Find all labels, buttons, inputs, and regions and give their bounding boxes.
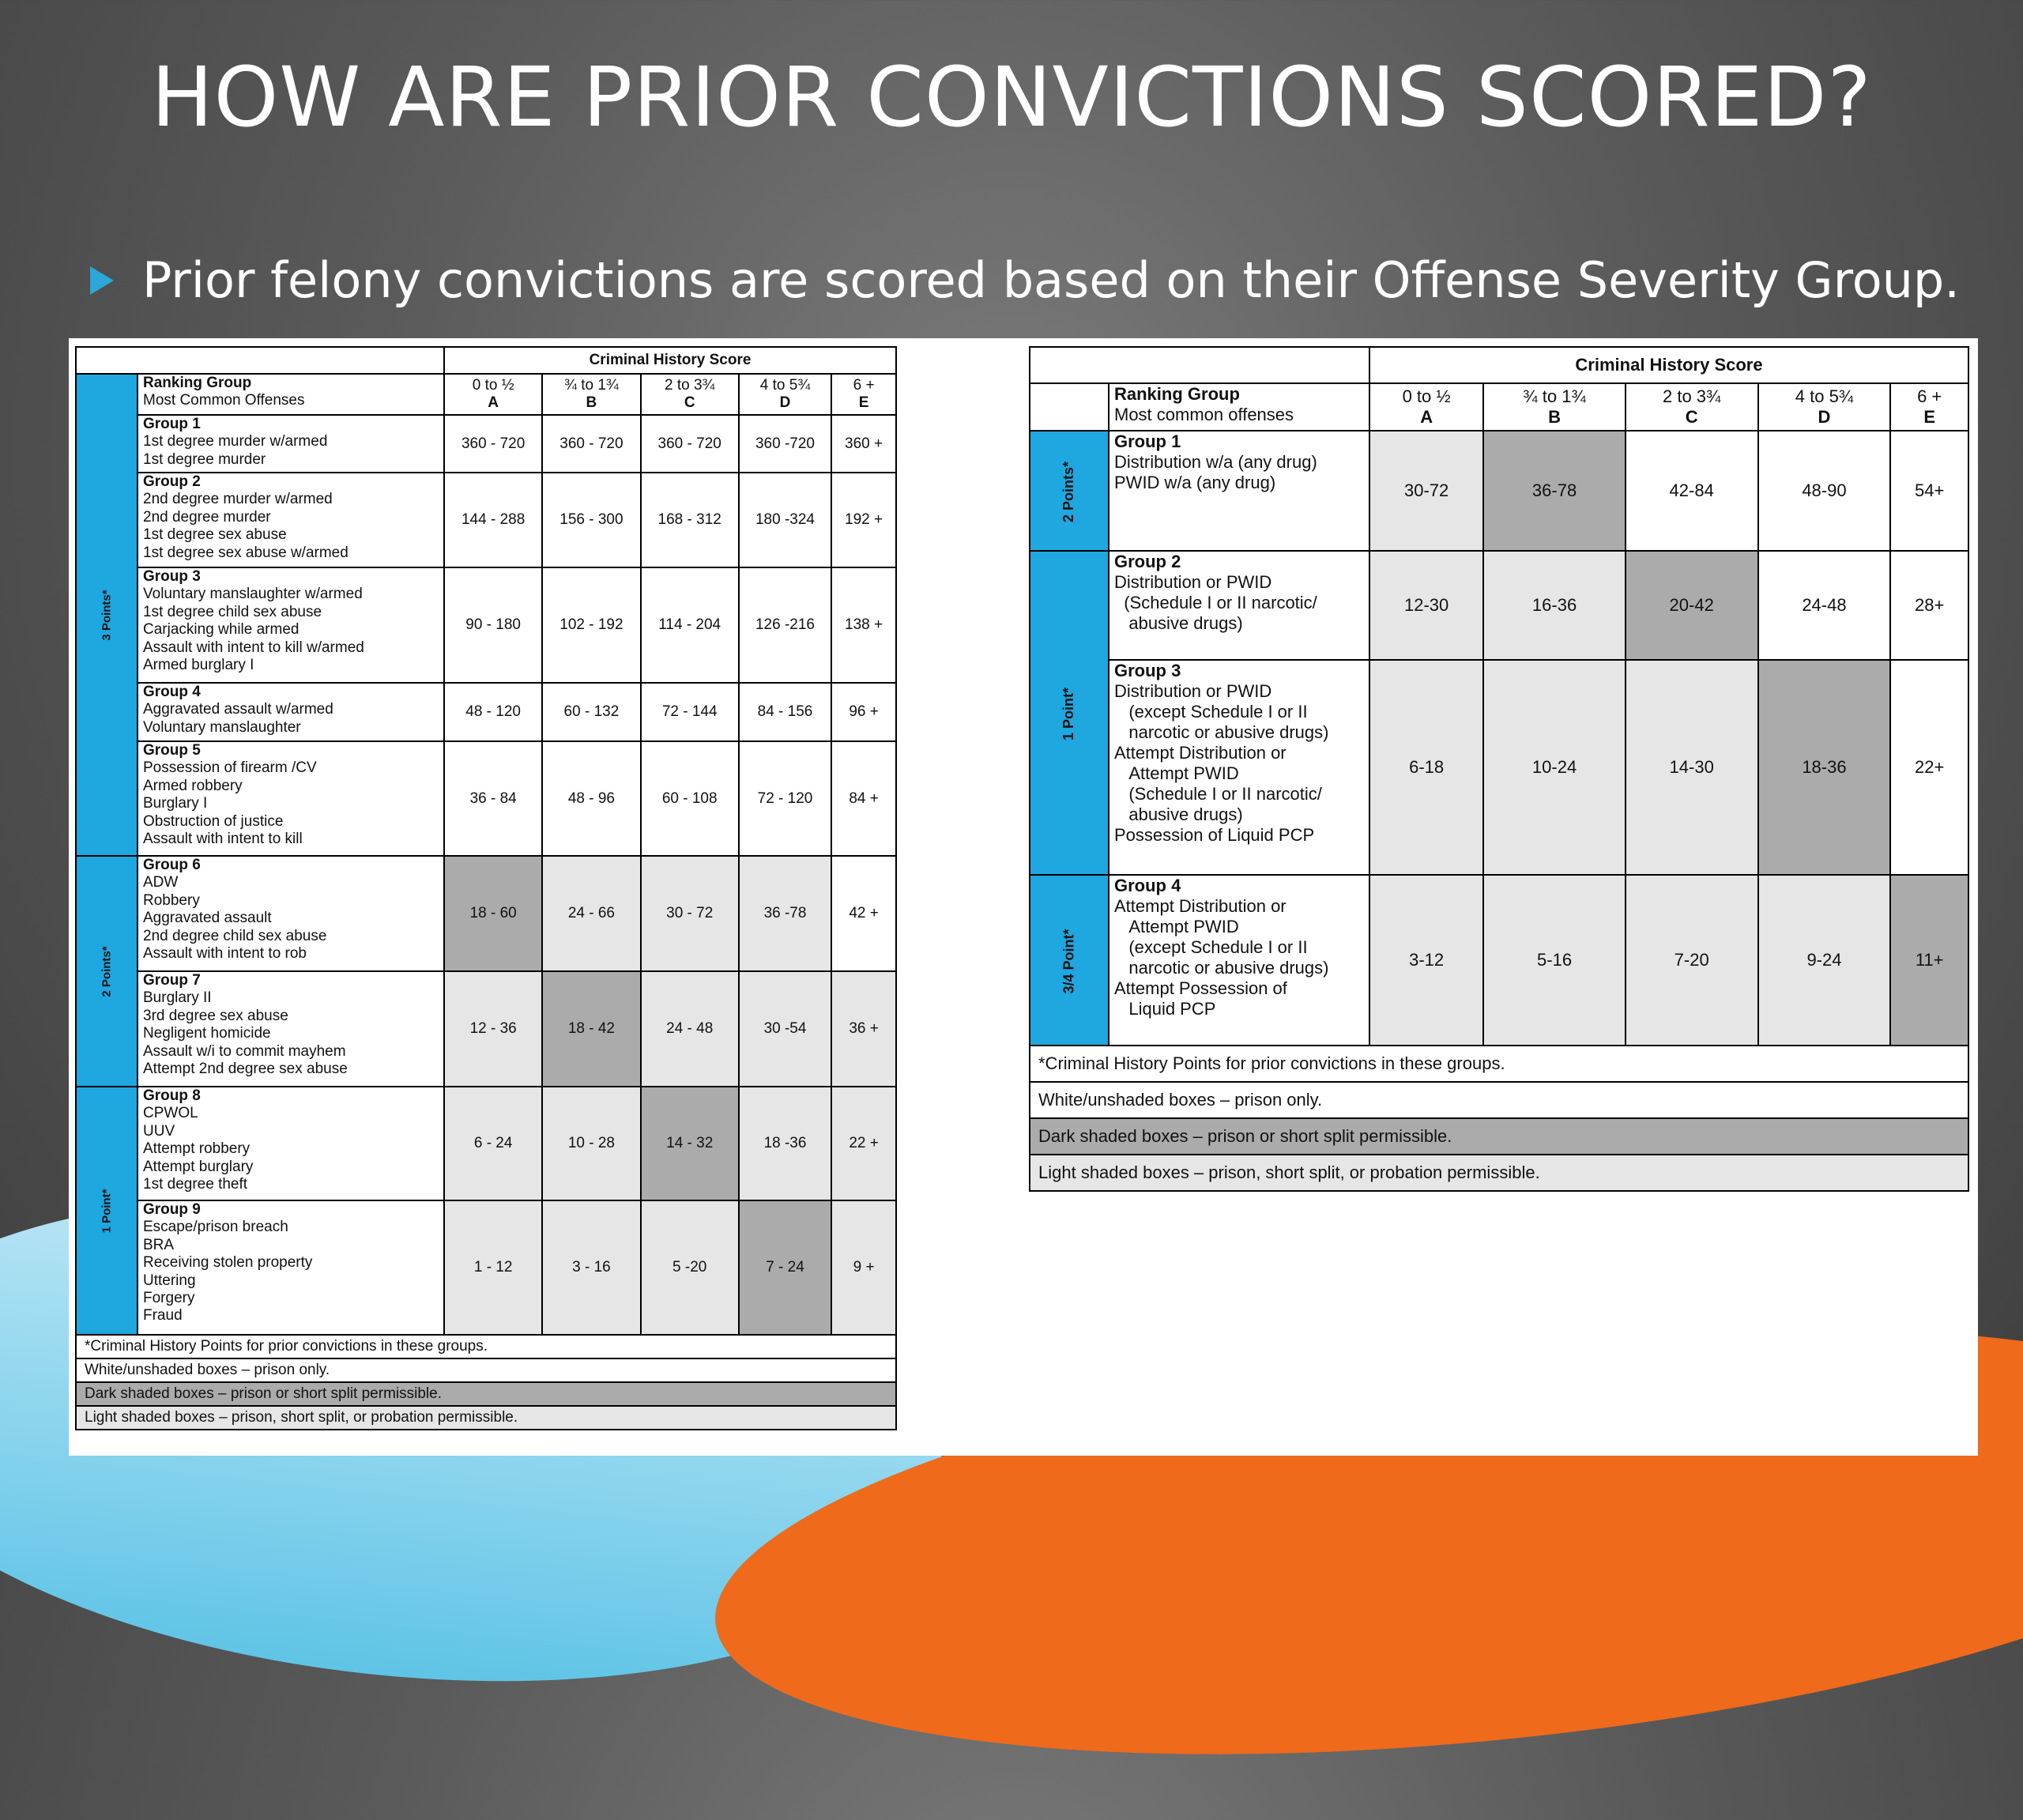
score-cell: 36 + xyxy=(831,971,896,1087)
score-cell: 14 - 32 xyxy=(641,1087,739,1200)
group-offenses: Group 3 Distribution or PWID (except Schedule I or II narcotic or abusive drugs) Attempt Distribution or Attempt PWID (Schedule I or II narcotic/ abusive drugs) Possession of Liquid PCP xyxy=(1109,660,1369,875)
score-cell: 24 - 48 xyxy=(641,971,739,1087)
score-cell: 22+ xyxy=(1890,660,1968,875)
footnote-points: *Criminal History Points for prior convictions in these groups. xyxy=(1030,1046,1968,1082)
score-cell: 360 - 720 xyxy=(641,415,739,473)
score-cell: 360 - 720 xyxy=(542,415,640,473)
column-header-c: 2 to 3¾ C xyxy=(1626,383,1758,431)
score-cell: 36-78 xyxy=(1483,431,1626,551)
score-cell: 42 + xyxy=(831,856,896,971)
score-cell: 12 - 36 xyxy=(444,971,542,1087)
criminal-history-header: Criminal History Score xyxy=(1369,347,1968,383)
score-cell: 18-36 xyxy=(1758,660,1891,875)
table-row xyxy=(76,1087,896,1200)
score-cell: 42-84 xyxy=(1626,431,1758,551)
score-cell: 36 -78 xyxy=(739,856,831,971)
score-cell: 18 -36 xyxy=(739,1087,831,1200)
score-cell: 138 + xyxy=(831,567,896,683)
group-offenses: Group 1 1st degree murder w/armed 1st degree murder xyxy=(138,415,444,473)
legend-dark: Dark shaded boxes – prison or short split permissible. xyxy=(76,1382,896,1406)
footnote-points: *Criminal History Points for prior convictions in these groups. xyxy=(76,1335,896,1358)
score-cell: 24 - 66 xyxy=(542,856,640,971)
group-offenses: Group 8 CPWOL UUV Attempt robbery Attempt burglary 1st degree theft xyxy=(138,1087,444,1200)
legend-white: White/unshaded boxes – prison only. xyxy=(76,1358,896,1382)
legend-light: Light shaded boxes – prison, short split, or probation permissible. xyxy=(76,1406,896,1430)
score-cell: 60 - 108 xyxy=(641,741,739,856)
score-cell: 6-18 xyxy=(1369,660,1483,875)
points-band-1: 1 Point* xyxy=(1030,551,1109,875)
points-band-2: 2 Points* xyxy=(76,856,138,1087)
score-cell: 10-24 xyxy=(1483,660,1626,875)
score-cell: 22 + xyxy=(831,1087,896,1200)
table-row xyxy=(1030,875,1968,1046)
group-offenses: Group 5 Possession of firearm /CV Armed robbery Burglary I Obstruction of justice Assault with intent to kill xyxy=(138,741,444,856)
score-cell: 9 + xyxy=(831,1200,896,1335)
legend-white: White/unshaded boxes – prison only. xyxy=(1030,1082,1968,1118)
column-header-a: 0 to ½ A xyxy=(1369,383,1483,431)
score-cell: 156 - 300 xyxy=(542,473,640,567)
score-cell: 168 - 312 xyxy=(641,473,739,567)
column-header-a: 0 to ½ A xyxy=(444,374,542,415)
table-row xyxy=(76,473,896,567)
slide-title: HOW ARE PRIOR CONVICTIONS SCORED? xyxy=(151,49,1872,145)
table-row xyxy=(1030,431,1968,551)
score-cell: 3 - 16 xyxy=(542,1200,640,1335)
bullet-text: Prior felony convictions are scored based on their Offense Severity Group. xyxy=(142,251,1960,309)
criminal-history-header: Criminal History Score xyxy=(444,347,896,374)
column-header-e: 6 + E xyxy=(831,374,896,415)
score-cell: 5-16 xyxy=(1483,875,1626,1046)
column-header-b: ¾ to 1¾ B xyxy=(542,374,640,415)
table-row xyxy=(76,415,896,473)
bullet-point xyxy=(90,251,1960,309)
ranking-group-header: Ranking Group Most common offenses xyxy=(1109,383,1369,431)
table-row xyxy=(76,1200,896,1335)
group-offenses: Group 7 Burglary II 3rd degree sex abuse Negligent homicide Assault w/i to commit mayhem Attempt 2nd degree sex abuse xyxy=(138,971,444,1087)
column-header-b: ¾ to 1¾ B xyxy=(1483,383,1626,431)
score-cell: 60 - 132 xyxy=(542,683,640,741)
score-cell: 3-12 xyxy=(1369,875,1483,1046)
sentencing-grid-panel xyxy=(69,338,1978,1456)
score-cell: 5 -20 xyxy=(641,1200,739,1335)
points-band-2: 2 Points* xyxy=(1030,431,1109,551)
ranking-group-header: Ranking Group Most Common Offenses xyxy=(138,374,444,415)
legend-dark: Dark shaded boxes – prison or short split permissible. xyxy=(1030,1118,1968,1155)
table-row xyxy=(76,971,896,1087)
table-row xyxy=(76,741,896,856)
score-cell: 114 - 204 xyxy=(641,567,739,683)
score-cell: 360 + xyxy=(831,415,896,473)
score-cell: 7-20 xyxy=(1626,875,1758,1046)
score-cell: 144 - 288 xyxy=(444,473,542,567)
score-cell: 9-24 xyxy=(1758,875,1891,1046)
score-cell: 18 - 42 xyxy=(542,971,640,1087)
group-offenses: Group 2 2nd degree murder w/armed 2nd degree murder 1st degree sex abuse 1st degree sex abuse w/armed xyxy=(138,473,444,567)
score-cell: 54+ xyxy=(1890,431,1968,551)
points-band-3-4: 3/4 Point* xyxy=(1030,875,1109,1046)
column-header-d: 4 to 5¾ D xyxy=(739,374,831,415)
score-cell: 18 - 60 xyxy=(444,856,542,971)
table-row xyxy=(1030,660,1968,875)
score-cell: 6 - 24 xyxy=(444,1087,542,1200)
score-cell: 360 -720 xyxy=(739,415,831,473)
table-row xyxy=(76,683,896,741)
points-band-1: 1 Point* xyxy=(76,1087,138,1335)
score-cell: 90 - 180 xyxy=(444,567,542,683)
group-offenses: Group 4 Aggravated assault w/armed Voluntary manslaughter xyxy=(138,683,444,741)
group-offenses: Group 1 Distribution w/a (any drug) PWID w/a (any drug) xyxy=(1109,431,1369,551)
score-cell: 7 - 24 xyxy=(739,1200,831,1335)
score-cell: 360 - 720 xyxy=(444,415,542,473)
drug-sentencing-grid xyxy=(1029,346,1969,1192)
score-cell: 48 - 96 xyxy=(542,741,640,856)
score-cell: 12-30 xyxy=(1369,551,1483,660)
score-cell: 102 - 192 xyxy=(542,567,640,683)
score-cell: 10 - 28 xyxy=(542,1087,640,1200)
group-offenses: Group 3 Voluntary manslaughter w/armed 1st degree child sex abuse Carjacking while armed Assault with intent to kill w/armed Armed burglary I xyxy=(138,567,444,683)
score-cell: 11+ xyxy=(1890,875,1968,1046)
group-offenses: Group 4 Attempt Distribution or Attempt PWID (except Schedule I or II narcotic or abusive drugs) Attempt Possession of Liquid PCP xyxy=(1109,875,1369,1046)
score-cell: 1 - 12 xyxy=(444,1200,542,1335)
felony-sentencing-grid xyxy=(75,346,897,1430)
table-row xyxy=(76,856,896,971)
score-cell: 72 - 144 xyxy=(641,683,739,741)
points-band-3: 3 Points* xyxy=(76,374,138,856)
table-row xyxy=(1030,551,1968,660)
score-cell: 20-42 xyxy=(1626,551,1758,660)
score-cell: 192 + xyxy=(831,473,896,567)
score-cell: 30 -54 xyxy=(739,971,831,1087)
group-offenses: Group 9 Escape/prison breach BRA Receiving stolen property Uttering Forgery Fraud xyxy=(138,1200,444,1335)
group-offenses: Group 6 ADW Robbery Aggravated assault 2nd degree child sex abuse Assault with intent to rob xyxy=(138,856,444,971)
score-cell: 30 - 72 xyxy=(641,856,739,971)
legend-light: Light shaded boxes – prison, short split, or probation permissible. xyxy=(1030,1155,1968,1191)
score-cell: 180 -324 xyxy=(739,473,831,567)
score-cell: 72 - 120 xyxy=(739,741,831,856)
score-cell: 48-90 xyxy=(1758,431,1891,551)
table-row xyxy=(76,567,896,683)
score-cell: 14-30 xyxy=(1626,660,1758,875)
score-cell: 30-72 xyxy=(1369,431,1483,551)
score-cell: 36 - 84 xyxy=(444,741,542,856)
group-offenses: Group 2 Distribution or PWID (Schedule I or II narcotic/ abusive drugs) xyxy=(1109,551,1369,660)
score-cell: 84 - 156 xyxy=(739,683,831,741)
score-cell: 48 - 120 xyxy=(444,683,542,741)
score-cell: 126 -216 xyxy=(739,567,831,683)
bullet-arrow-icon xyxy=(90,266,114,295)
column-header-d: 4 to 5¾ D xyxy=(1758,383,1891,431)
score-cell: 96 + xyxy=(831,683,896,741)
score-cell: 28+ xyxy=(1890,551,1968,660)
column-header-c: 2 to 3¾ C xyxy=(641,374,739,415)
score-cell: 24-48 xyxy=(1758,551,1891,660)
column-header-e: 6 + E xyxy=(1890,383,1968,431)
score-cell: 16-36 xyxy=(1483,551,1626,660)
score-cell: 84 + xyxy=(831,741,896,856)
